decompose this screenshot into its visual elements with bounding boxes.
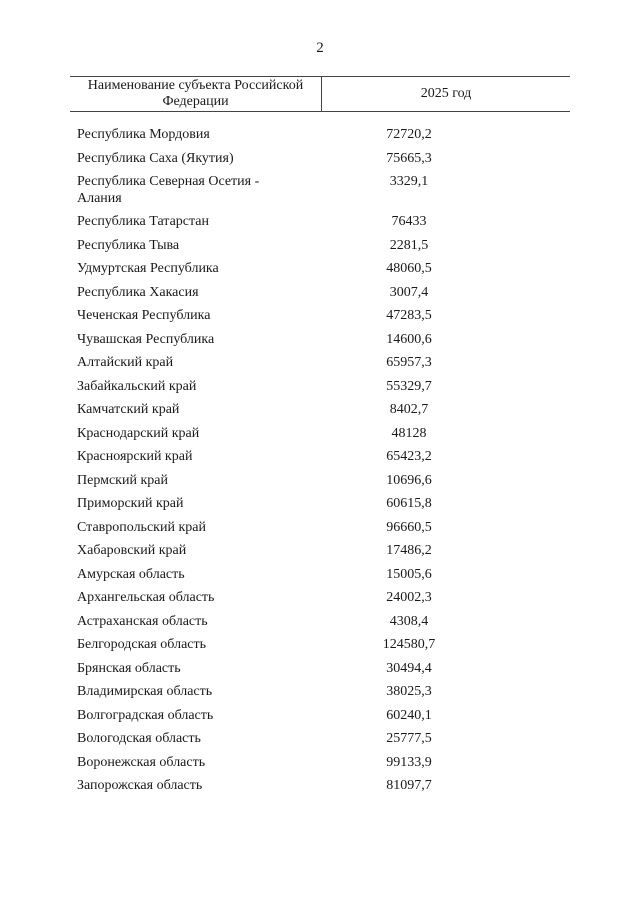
subject-value: 30494,4 (386, 660, 432, 676)
subject-name: Брянская область (77, 660, 181, 676)
subject-value: 38025,3 (386, 684, 432, 699)
subject-name: Алтайский край (77, 355, 174, 370)
subject-name: Белгородская область (77, 637, 207, 652)
subject-name: Республика Мордовия (77, 127, 210, 142)
page-number: 2 (316, 40, 324, 56)
subject-value: 96660,5 (386, 519, 432, 535)
table-row (77, 778, 557, 795)
table-row (77, 332, 557, 349)
subject-name: Республика Тыва (77, 237, 180, 253)
subject-name: Краснодарский край (77, 425, 200, 441)
subject-name: Забайкальский край (77, 378, 197, 394)
table-body (77, 127, 557, 802)
subject-value: 47283,5 (386, 308, 432, 323)
table-row (77, 661, 557, 678)
table-row (77, 426, 557, 443)
subject-value: 55329,7 (386, 378, 432, 394)
subject-value: 2281,5 (389, 237, 429, 253)
subject-value: 48128 (391, 425, 427, 441)
table-row (77, 238, 557, 255)
subject-name: Волгоградская область (77, 707, 214, 723)
subject-value: 4308,4 (389, 613, 429, 629)
table-row (77, 355, 557, 372)
subject-value: 8402,7 (389, 402, 429, 417)
subject-value: 65957,3 (386, 355, 432, 370)
subject-value: 81097,7 (386, 778, 432, 793)
subject-value: 65423,2 (386, 449, 432, 464)
subject-value: 72720,2 (386, 127, 432, 142)
table-row (77, 449, 557, 466)
subject-name: Чувашская Республика (77, 331, 215, 347)
subject-name: Камчатский край (77, 402, 180, 417)
subject-value: 48060,5 (386, 261, 432, 276)
subject-name: Вологодская область (77, 731, 201, 746)
table-row (77, 590, 557, 607)
table-row (77, 379, 557, 396)
table-row (77, 614, 557, 631)
column-header-year (322, 77, 570, 111)
subject-value: 14600,6 (386, 331, 432, 347)
table-row (77, 151, 557, 168)
table-row (77, 308, 557, 325)
table-row (77, 214, 557, 231)
table-row (77, 567, 557, 584)
subject-value: 15005,6 (386, 566, 432, 582)
subject-value: 3329,1 (389, 174, 429, 189)
subject-value: 60240,1 (386, 707, 432, 723)
table-row (77, 473, 557, 490)
table-row (77, 755, 557, 772)
subject-name: Приморский край (77, 496, 184, 511)
subject-name: Удмуртская Республика (77, 261, 219, 276)
subject-name: Чеченская Республика (77, 308, 211, 323)
column-header-year-label: 2025 год (420, 86, 472, 101)
table-row (77, 496, 557, 513)
subject-name: Воронежская область (77, 754, 206, 770)
table-row (77, 174, 557, 207)
subject-name: Владимирская область (77, 684, 213, 699)
table-row (77, 708, 557, 725)
subject-name: Архангельская область (77, 590, 215, 605)
subject-name: Республика Хакасия (77, 284, 199, 300)
subject-value: 75665,3 (386, 150, 432, 166)
table-row (77, 520, 557, 537)
subject-name: Астраханская область (77, 613, 208, 629)
subject-name: Ставропольский край (77, 519, 206, 535)
subject-name: Красноярский край (77, 449, 193, 464)
subject-value: 25777,5 (386, 731, 432, 746)
column-header-subject: Наименование субъекта Российской Федерации (70, 77, 322, 111)
table-row (77, 637, 557, 654)
table-row (77, 543, 557, 560)
subject-value: 3007,4 (389, 284, 429, 300)
subject-value: 24002,3 (386, 590, 432, 605)
subject-value: 10696,6 (386, 472, 432, 488)
subject-name: Амурская область (77, 566, 185, 582)
subject-value: 124580,7 (382, 637, 436, 652)
table-header (70, 76, 570, 112)
table-row (77, 731, 557, 748)
subject-name: Республика Татарстан (77, 214, 210, 229)
subject-name: Республика Северная Осетия - Алания (77, 174, 260, 206)
table-row (77, 402, 557, 419)
subject-value: 99133,9 (386, 754, 432, 770)
subject-value: 17486,2 (386, 543, 432, 558)
table-row (77, 127, 557, 144)
table-row (77, 285, 557, 302)
subject-name: Запорожская область (77, 778, 203, 793)
table-row (77, 261, 557, 278)
subject-name: Республика Саха (Якутия) (77, 150, 234, 166)
subject-value: 76433 (391, 214, 427, 229)
table-row (77, 684, 557, 701)
subject-name: Хабаровский край (77, 543, 187, 558)
subject-name: Пермский край (77, 472, 168, 488)
subject-value: 60615,8 (386, 496, 432, 511)
